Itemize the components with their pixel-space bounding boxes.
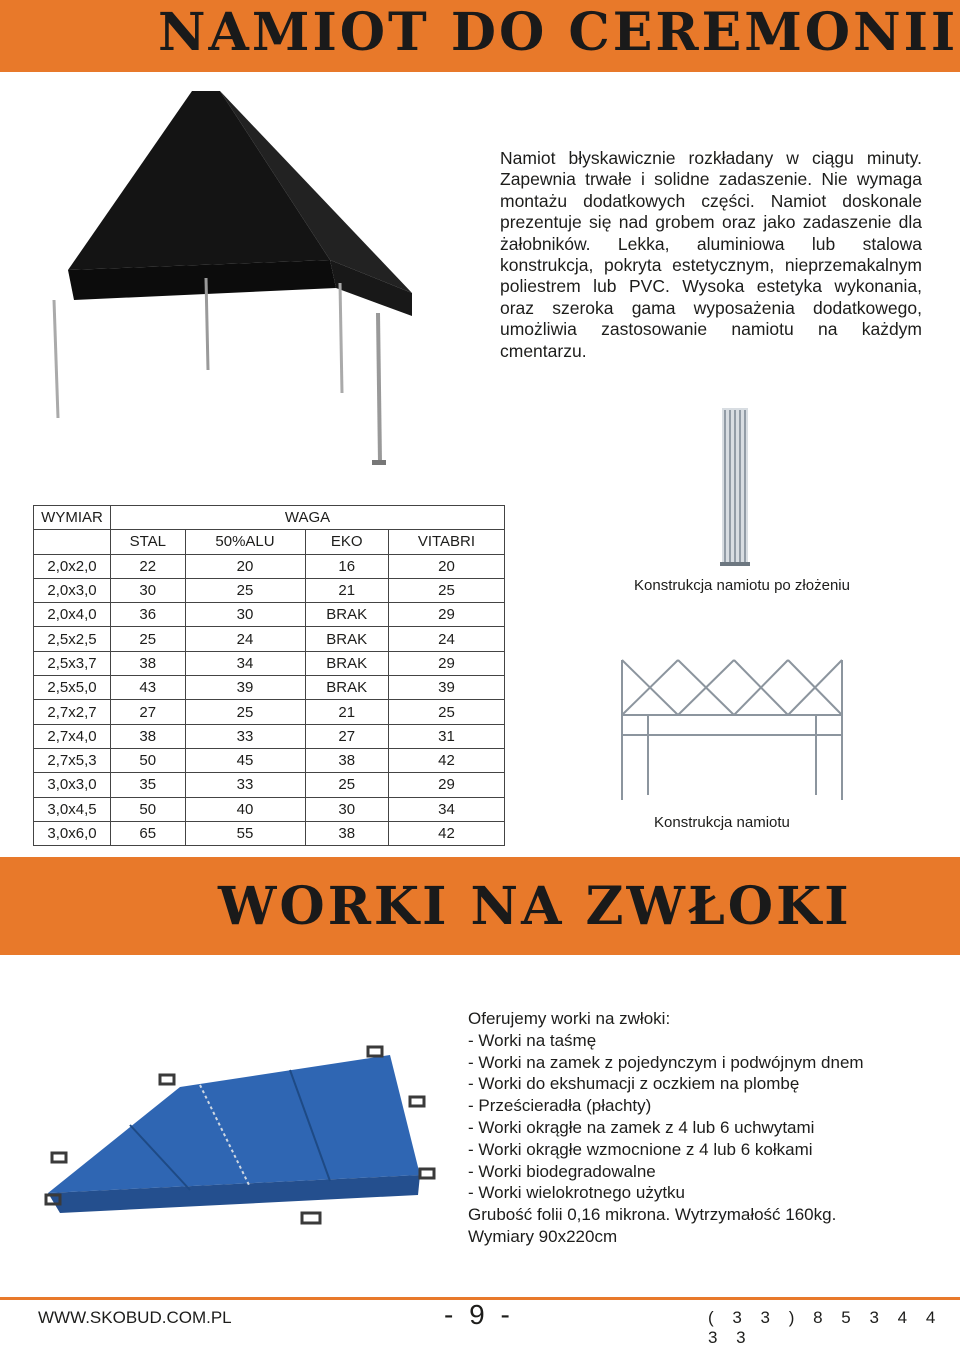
- cell-size: 2,0x2,0: [34, 554, 111, 578]
- caption-frame: Konstrukcja namiotu: [654, 814, 790, 831]
- cell-size: 2,5x3,7: [34, 651, 111, 675]
- cell-weight: 45: [185, 748, 305, 772]
- cell-weight: 20: [185, 554, 305, 578]
- list-item: - Worki wielokrotnego użytku: [468, 1183, 685, 1203]
- section-title: WORKI NA ZWŁOKI: [218, 876, 852, 937]
- list-item: - Worki do ekshumacji z oczkiem na plombę: [468, 1074, 800, 1094]
- cell-weight: 22: [111, 554, 186, 578]
- col-size-header: WYMIAR: [34, 506, 111, 530]
- cell-weight: 25: [185, 700, 305, 724]
- table-row: [34, 603, 505, 627]
- bag-list: [468, 1008, 864, 1248]
- subheader-eko: EKO: [305, 530, 388, 554]
- folded-frame-image: [716, 408, 756, 568]
- cell-size: 3,0x3,0: [34, 773, 111, 797]
- cell-weight: 30: [305, 797, 388, 821]
- cell-weight: 65: [111, 821, 186, 845]
- table-row: [34, 724, 505, 748]
- tent-image: [40, 88, 475, 473]
- cell-weight: 50: [111, 748, 186, 772]
- cell-size: 2,0x4,0: [34, 603, 111, 627]
- cell-weight: 38: [305, 821, 388, 845]
- cell-weight: 20: [388, 554, 504, 578]
- bag-intro: Oferujemy worki na zwłoki:: [468, 1009, 671, 1028]
- cell-weight: BRAK: [305, 651, 388, 675]
- cell-weight: 29: [388, 773, 504, 797]
- table-row: [34, 627, 505, 651]
- list-item: - Worki okrągłe na zamek z 4 lub 6 uchwytami: [468, 1117, 815, 1137]
- cell-weight: 25: [111, 627, 186, 651]
- cell-weight: 55: [185, 821, 305, 845]
- cell-weight: 21: [305, 578, 388, 602]
- table-subheader-row: [34, 530, 505, 554]
- cell-weight: 30: [111, 578, 186, 602]
- cell-weight: 34: [185, 651, 305, 675]
- cell-weight: 21: [305, 700, 388, 724]
- cell-weight: 42: [388, 821, 504, 845]
- cell-weight: 36: [111, 603, 186, 627]
- cell-weight: 24: [388, 627, 504, 651]
- cell-weight: 34: [388, 797, 504, 821]
- cell-weight: BRAK: [305, 676, 388, 700]
- cell-weight: 27: [305, 724, 388, 748]
- tent-description: Namiot błyskawicznie rozkładany w ciągu minuty. Zapewnia trwałe i solidne zadaszenie. Nie wymaga montażu dodatkowych części. Namiot doskonale prezentuje się nad grobem oraz jako zadaszenie dla żałobników. Lekka, aluminiowa lub stalowa konstrukcja, pokryta estetycznym, nieprzemakalnym poliestrem lub PVC. Wysoka estetyka wykonania, oraz szeroka gama wyposażenia dodatkowego, umożliwia zastosowanie namiotu na każdym cmentarzu.: [500, 148, 922, 361]
- cell-weight: 42: [388, 748, 504, 772]
- cell-size: 2,0x3,0: [34, 578, 111, 602]
- caption-folded-frame: Konstrukcja namiotu po złożeniu: [634, 577, 850, 594]
- list-item: - Worki na taśmę: [468, 1030, 597, 1050]
- cell-weight: 38: [305, 748, 388, 772]
- list-item: - Worki biodegradowalne: [468, 1161, 656, 1181]
- cell-weight: 29: [388, 651, 504, 675]
- cell-weight: 39: [388, 676, 504, 700]
- cell-weight: BRAK: [305, 603, 388, 627]
- table-row: [34, 773, 505, 797]
- bag-dimensions: Wymiary 90x220cm: [468, 1226, 618, 1246]
- table-row: [34, 821, 505, 845]
- cell-weight: 25: [388, 700, 504, 724]
- table-row: [34, 676, 505, 700]
- cell-weight: 39: [185, 676, 305, 700]
- cell-size: 3,0x4,5: [34, 797, 111, 821]
- cell-weight: 38: [111, 651, 186, 675]
- list-item: - Worki na zamek z pojedynczym i podwójnym dnem: [468, 1052, 864, 1072]
- body-bag-image: [40, 1045, 460, 1235]
- list-item: - Worki okrągłe wzmocnione z 4 lub 6 kołkami: [468, 1139, 813, 1159]
- cell-size: 2,5x2,5: [34, 627, 111, 651]
- cell-size: 3,0x6,0: [34, 821, 111, 845]
- table-header-row: [34, 506, 505, 530]
- bag-thickness: Grubość folii 0,16 mikrona. Wytrzymałość 160kg.: [468, 1205, 837, 1225]
- cell-size: 2,5x5,0: [34, 676, 111, 700]
- table-row: [34, 578, 505, 602]
- cell-weight: 25: [388, 578, 504, 602]
- cell-weight: 33: [185, 773, 305, 797]
- cell-weight: 30: [185, 603, 305, 627]
- page-number: - 9 -: [444, 1299, 514, 1330]
- cell-weight: 25: [305, 773, 388, 797]
- subheader-vitabri: VITABRI: [388, 530, 504, 554]
- cell-weight: 25: [185, 578, 305, 602]
- table-row: [34, 700, 505, 724]
- cell-size: 2,7x5,3: [34, 748, 111, 772]
- cell-weight: 33: [185, 724, 305, 748]
- table-row: [34, 554, 505, 578]
- weight-table: [33, 505, 505, 846]
- col-weight-header: WAGA: [111, 506, 505, 530]
- cell-weight: 43: [111, 676, 186, 700]
- table-row: [34, 651, 505, 675]
- cell-weight: 40: [185, 797, 305, 821]
- subheader-alu: 50%ALU: [185, 530, 305, 554]
- cell-size: 2,7x4,0: [34, 724, 111, 748]
- cell-weight: 27: [111, 700, 186, 724]
- table-row: [34, 748, 505, 772]
- cell-weight: 24: [185, 627, 305, 651]
- subheader-stal: STAL: [111, 530, 186, 554]
- cell-weight: BRAK: [305, 627, 388, 651]
- table-row: [34, 797, 505, 821]
- cell-size: 2,7x2,7: [34, 700, 111, 724]
- cell-weight: 31: [388, 724, 504, 748]
- cell-weight: 38: [111, 724, 186, 748]
- footer-url[interactable]: WWW.SKOBUD.COM.PL: [38, 1308, 232, 1327]
- expanded-frame-image: [618, 655, 846, 805]
- list-item: - Prześcieradła (płachty): [468, 1096, 652, 1116]
- cell-weight: 16: [305, 554, 388, 578]
- cell-weight: 29: [388, 603, 504, 627]
- cell-weight: 50: [111, 797, 186, 821]
- page-title: NAMIOT DO CEREMONII: [158, 2, 959, 63]
- footer-phone: ( 3 3 ) 8 5 3 4 4 3 3: [708, 1308, 943, 1347]
- cell-weight: 35: [111, 773, 186, 797]
